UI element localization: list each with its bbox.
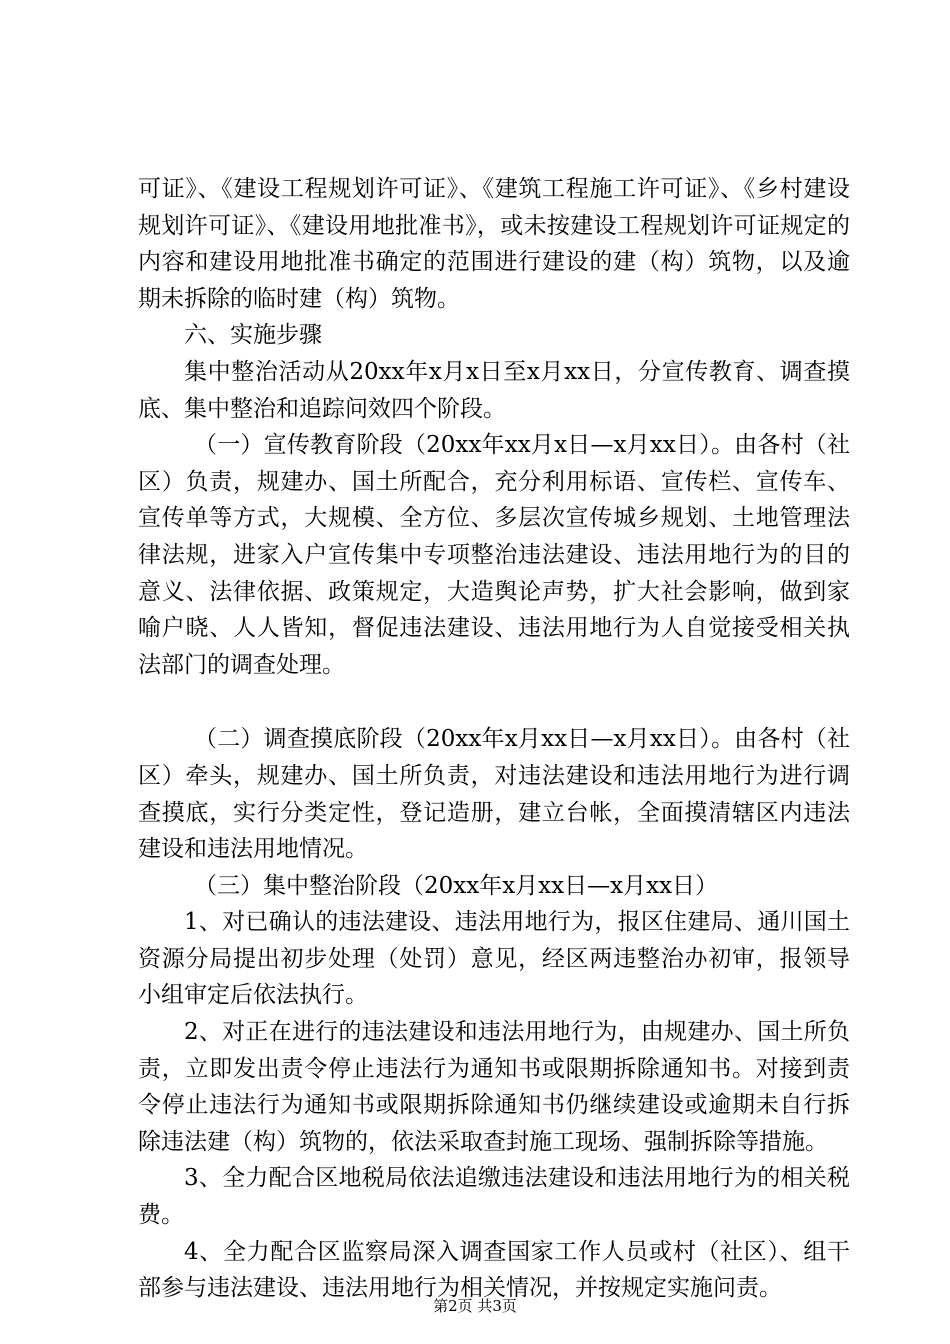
document-body	[138, 171, 850, 1307]
paragraph-continued-permits: 可证》、《建设工程规划许可证》、《建筑工程施工许可证》、《乡村建设规划许可证》、《建设用地批准书》，或未按建设工程规划许可证规定的内容和建设用地批准书确定的范围进行建设的建（构）筑物，以及逾期未拆除的临时建（构）筑物。	[138, 176, 850, 312]
section-heading-implementation-steps: 六、实施步骤	[184, 322, 322, 349]
list-item-4: 4、全力配合区监察局深入调查国家工作人员或村（社区）、组干部参与违法建设、违法用地行为相关情况，并按规定实施问责。	[138, 1238, 850, 1302]
list-item-2: 2、对正在进行的违法建设和违法用地行为，由规建办、国土所负责，立即发出责令停止违法行为通知书或限期拆除通知书。对接到责令停止违法行为通知书或限期拆除通知书仍继续建设或逾期未自行拆除违法建（构）筑物的，依法采取查封施工现场、强制拆除等措施。	[138, 1019, 850, 1155]
paragraph-stage-publicity: （一）宣传教育阶段（20xx年xx月x日—x月xx日）。由各村（社区）负责，规建办、国土所配合，充分利用标语、宣传栏、宣传车、宣传单等方式，大规模、全方位、多层次宣传城乡规划、土地管理法律法规，进家入户宣传集中专项整治违法建设、违法用地行为的目的意义、法律依据、政策规定，大造舆论声势，扩大社会影响，做到家喻户晓、人人皆知，督促违法建设、违法用地行为人自觉接受相关执法部门的调查处理。	[138, 432, 850, 678]
list-item-1: 1、对已确认的违法建设、违法用地行为，报区住建局、通川国土资源分局提出初步处理（处罚）意见，经区两违整治办初审，报领导小组审定后依法执行。	[138, 909, 850, 1009]
paragraph-stage-investigation: （二）调查摸底阶段（20xx年x月xx日—x月xx日）。由各村（社区）牵头，规建办、国土所负责，对违法建设和违法用地行为进行调查摸底，实行分类定性，登记造册，建立台帐，全面摸清辖区内违法建设和违法用地情况。	[138, 726, 850, 863]
list-item-3: 3、全力配合区地税局依法追缴违法建设和违法用地行为的相关税费。	[138, 1165, 850, 1229]
paragraph-activity-overview: 集中整治活动从20xx年x月x日至x月xx日，分宣传教育、调查摸底、集中整治和追踪问效四个阶段。	[138, 358, 850, 422]
paragraph-stage-rectification: （三）集中整治阶段（20xx年x月xx日—x月xx日）	[194, 872, 719, 899]
page-number-footer: 第2页 共3页	[433, 1297, 517, 1315]
